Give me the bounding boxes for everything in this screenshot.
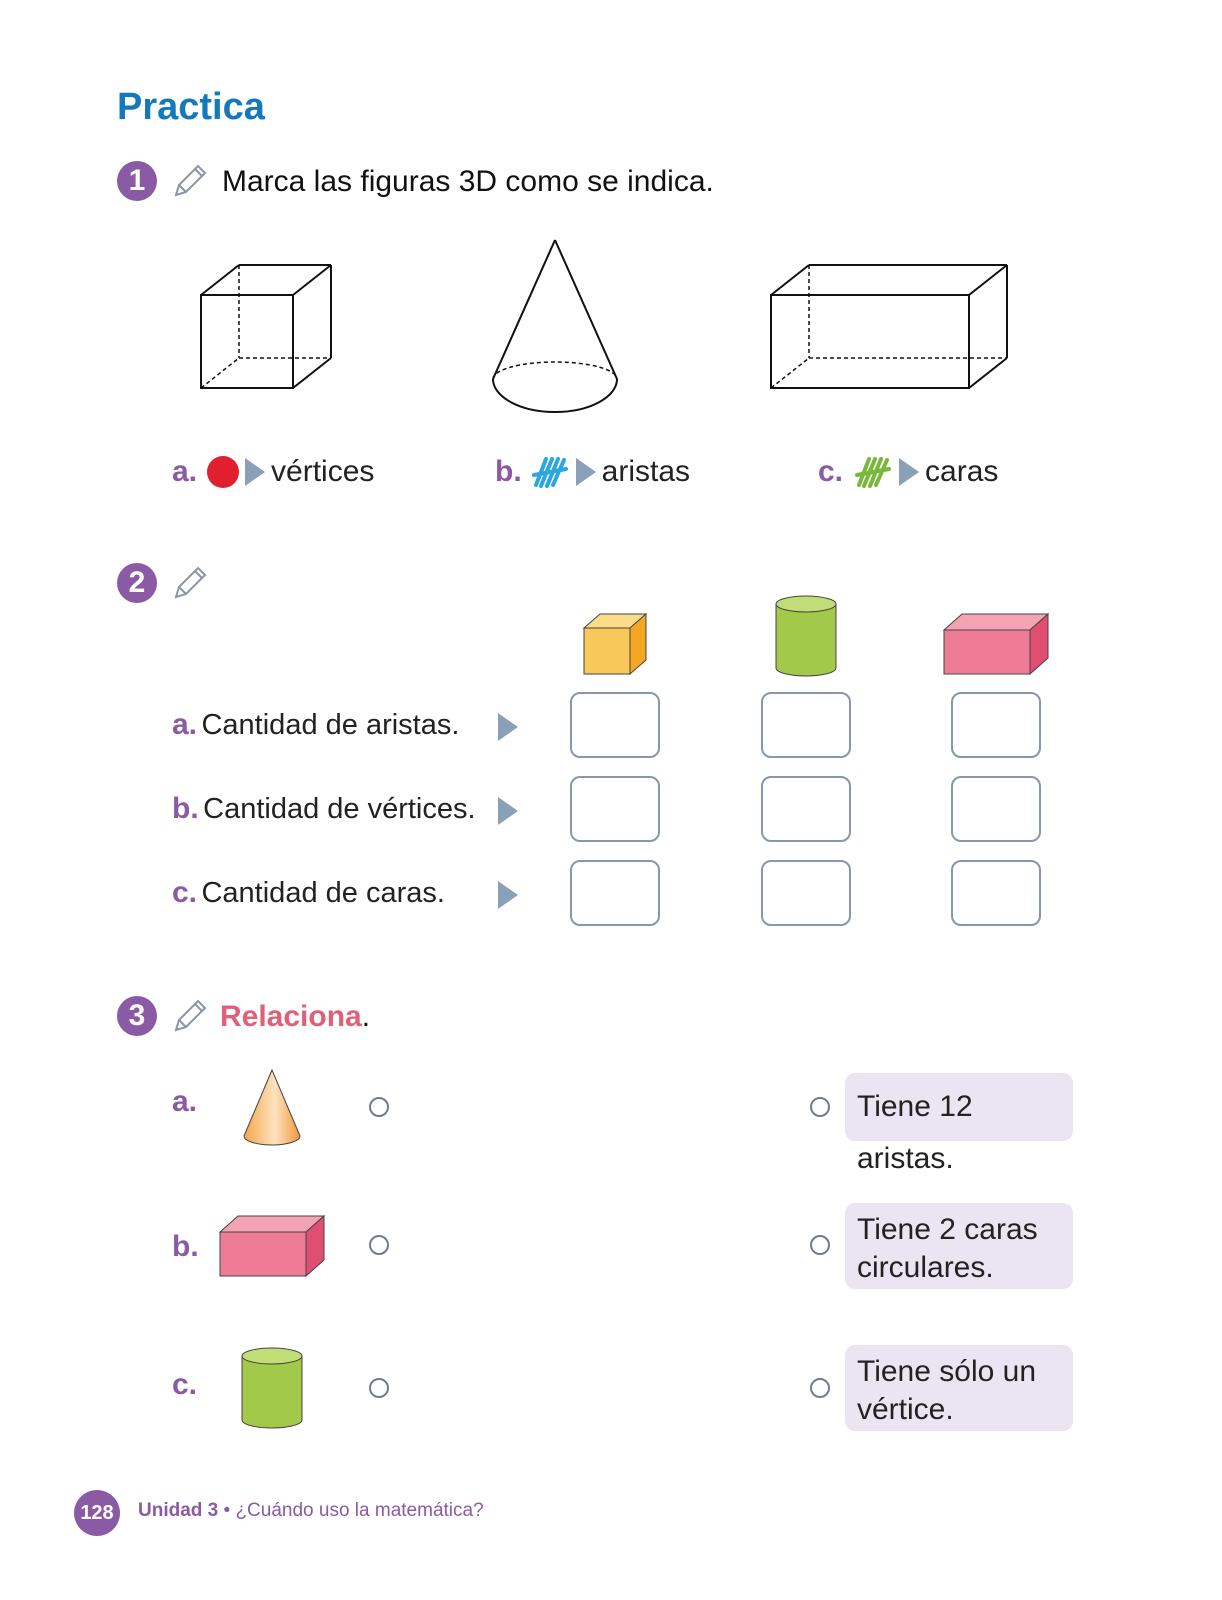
match-dot-right-2[interactable] bbox=[810, 1235, 830, 1255]
ex3-item-a-letter: a. bbox=[172, 1085, 198, 1118]
arrow-icon bbox=[498, 881, 518, 909]
arrow-icon bbox=[576, 458, 596, 486]
unit-question: ¿Cuándo uso la matemática? bbox=[235, 1500, 484, 1521]
option-letter: a. bbox=[172, 455, 198, 488]
exercise-3-number: 3 bbox=[117, 996, 157, 1036]
footer-text bbox=[138, 1500, 484, 1522]
green-cylinder-image bbox=[772, 594, 840, 678]
row-letter: b. bbox=[172, 792, 199, 825]
option-letter: b. bbox=[495, 455, 522, 488]
statement-card: Tiene 12 aristas. bbox=[845, 1073, 1073, 1141]
instruction-keyword: Relaciona bbox=[220, 1000, 362, 1033]
exercise-2-number: 2 bbox=[117, 563, 157, 603]
row-text: Cantidad de aristas. bbox=[201, 709, 460, 741]
exercise-1-instruction: Marca las figuras 3D como se indica. bbox=[222, 165, 714, 198]
answer-box-cube-caras[interactable] bbox=[570, 860, 660, 926]
answer-box-prism-vertices[interactable] bbox=[951, 776, 1041, 842]
row-text: Cantidad de vértices. bbox=[203, 793, 476, 825]
answer-box-cube-aristas[interactable] bbox=[570, 692, 660, 758]
option-label: caras bbox=[925, 455, 999, 488]
pink-prism-image bbox=[940, 610, 1052, 678]
answer-box-cylinder-aristas[interactable] bbox=[761, 692, 851, 758]
pink-prism-image bbox=[216, 1212, 328, 1280]
ex2-row-a-label bbox=[172, 708, 459, 742]
ex3-item-b-letter: b. bbox=[172, 1230, 199, 1263]
exercise-1-number: 1 bbox=[117, 161, 157, 201]
answer-box-cylinder-caras[interactable] bbox=[761, 860, 851, 926]
ex2-row-b-label bbox=[172, 792, 476, 826]
match-dot-left-c[interactable] bbox=[369, 1378, 389, 1398]
pencil-icon bbox=[170, 563, 210, 603]
arrow-icon bbox=[899, 458, 919, 486]
exercise-3-instruction bbox=[220, 1000, 370, 1034]
footer-separator: • bbox=[218, 1500, 236, 1521]
section-title: Practica bbox=[117, 86, 265, 128]
answer-box-prism-aristas[interactable] bbox=[951, 692, 1041, 758]
red-dot-icon bbox=[207, 456, 239, 488]
yellow-cube-image bbox=[580, 610, 654, 678]
arrow-icon bbox=[498, 713, 518, 741]
green-cylinder-image bbox=[238, 1346, 306, 1430]
ex1-option-c bbox=[818, 455, 998, 489]
row-letter: a. bbox=[172, 708, 198, 741]
answer-box-cube-vertices[interactable] bbox=[570, 776, 660, 842]
unit-label: Unidad 3 bbox=[138, 1500, 219, 1521]
instruction-period: . bbox=[361, 1000, 371, 1033]
match-dot-left-a[interactable] bbox=[369, 1097, 389, 1117]
answer-box-prism-caras[interactable] bbox=[951, 860, 1041, 926]
arrow-icon bbox=[498, 797, 518, 825]
match-dot-right-1[interactable] bbox=[810, 1097, 830, 1117]
ex1-option-b bbox=[495, 455, 690, 489]
blue-scribble-icon bbox=[532, 455, 570, 489]
cube-outline[interactable] bbox=[195, 258, 340, 394]
match-dot-left-b[interactable] bbox=[369, 1235, 389, 1255]
orange-cone-image bbox=[238, 1066, 308, 1150]
match-dot-right-3[interactable] bbox=[810, 1378, 830, 1398]
cone-outline[interactable] bbox=[485, 236, 625, 418]
ex3-item-c-letter: c. bbox=[172, 1368, 198, 1401]
answer-box-cylinder-vertices[interactable] bbox=[761, 776, 851, 842]
row-text: Cantidad de caras. bbox=[201, 877, 445, 909]
row-letter: c. bbox=[172, 876, 198, 909]
ex1-option-a bbox=[172, 455, 374, 489]
pencil-icon bbox=[170, 996, 210, 1036]
ex2-row-c-label bbox=[172, 876, 445, 910]
green-scribble-icon bbox=[855, 455, 893, 489]
option-label: vértices bbox=[271, 455, 375, 488]
option-letter: c. bbox=[818, 455, 844, 488]
prism-outline[interactable] bbox=[765, 258, 1015, 394]
option-label: aristas bbox=[601, 455, 691, 488]
statement-card: Tiene sólo un vértice. bbox=[845, 1345, 1073, 1431]
arrow-icon bbox=[245, 458, 265, 486]
page-number: 128 bbox=[74, 1490, 120, 1536]
pencil-icon bbox=[170, 161, 210, 201]
statement-card: Tiene 2 caras circulares. bbox=[845, 1203, 1073, 1289]
